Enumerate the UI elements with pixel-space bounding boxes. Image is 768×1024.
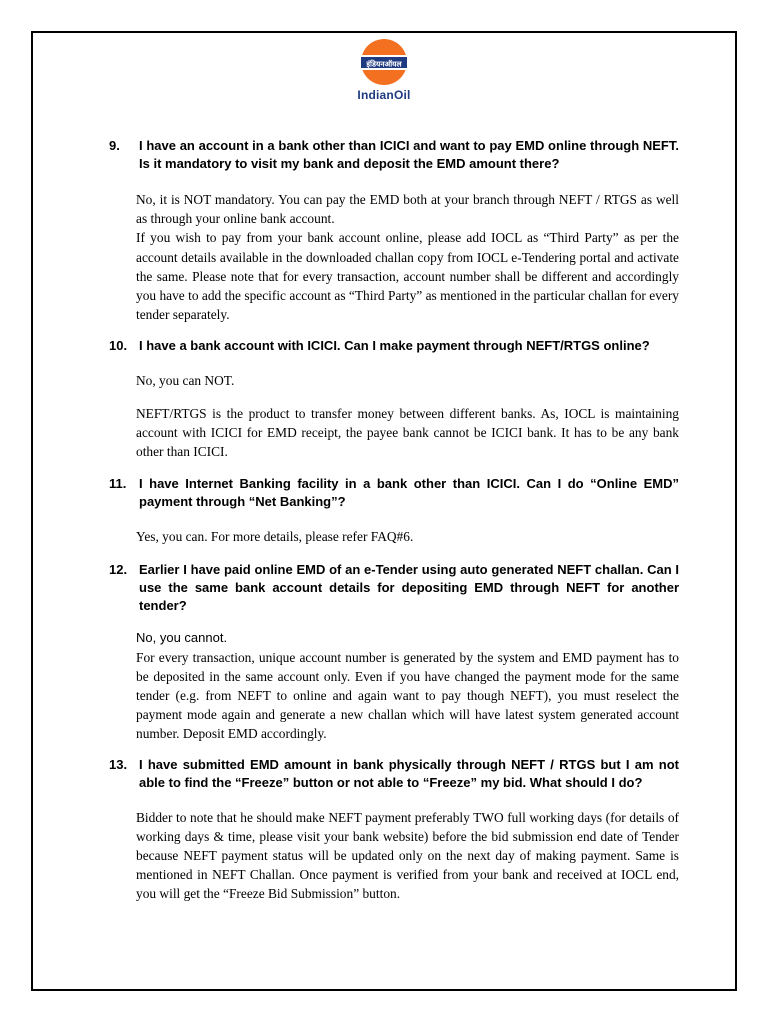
faq-item-10 <box>109 337 679 461</box>
answer-paragraph: Yes, you can. For more details, please refer FAQ#6. <box>136 529 414 545</box>
faq-item-12 <box>109 561 679 743</box>
answer-paragraph: NEFT/RTGS is the product to transfer money between different banks. As, IOCL is maintaining account with ICICI for EMD receipt, the payee bank cannot be ICICI bank. It has to be any bank other than ICICI. <box>136 405 679 460</box>
faq-question <box>109 756 679 792</box>
answer-paragraph: If you wish to pay from your bank account online, please add IOCL as “Third Party” as per the account details available in the downloaded challan copy from IOCL e-Tendering portal and activate the same. Please note that for every transaction, account number shall be different and accordingly you have to add the specific account as “Third Party” as mentioned in the particular challan for every tender separately. <box>136 230 679 323</box>
faq-question-text: I have submitted EMD amount in bank physically through NEFT / RTGS but I am not able to find the “Freeze” button or not able to “Freeze” my bid. What should I do? <box>139 756 679 790</box>
faq-question-text: I have Internet Banking facility in a bank other than ICICI. Can I do “Online EMD” payment through “Net Banking”? <box>139 476 679 510</box>
faq-number: 13. <box>109 756 128 772</box>
faq-answer <box>136 190 679 324</box>
indianoil-emblem-icon <box>360 38 408 86</box>
faq-question-text: I have a bank account with ICICI. Can I make payment through NEFT/RTGS online? <box>139 338 650 354</box>
answer-paragraph: No, you cannot. <box>136 630 228 646</box>
faq-question <box>109 475 679 511</box>
indianoil-logo <box>0 38 768 102</box>
answer-paragraph: No, you can NOT. <box>136 373 235 389</box>
faq-question <box>109 137 679 173</box>
faq-list <box>109 137 679 904</box>
faq-item-11 <box>109 475 679 546</box>
faq-question-text: Earlier I have paid online EMD of an e-Tender using auto generated NEFT challan. Can I use the same bank account details for depositing EMD through NEFT for another tender? <box>139 562 679 614</box>
faq-answer <box>136 371 679 461</box>
faq-number: 9. <box>109 138 120 153</box>
answer-paragraph: No, it is NOT mandatory. You can pay the EMD both at your branch through NEFT / RTGS as well as through your online bank account. <box>136 192 679 227</box>
faq-answer <box>136 527 679 546</box>
faq-item-13 <box>109 756 679 904</box>
faq-number: 12. <box>109 562 128 578</box>
faq-question-text: I have an account in a bank other than ICICI and want to pay EMD online through NEFT. Is it mandatory to visit my bank and deposit the EMD amount there? <box>139 138 679 171</box>
faq-answer <box>136 628 679 743</box>
answer-paragraph: For every transaction, unique account number is generated by the system and EMD payment has to be deposited in the same account only. Even if you have changed the payment mode for the same tender (e.g. from NEFT to online and again want to pay though NEFT), you must reselect the payment mode again and generate a new challan which will have latest system generated account number. Deposit EMD accordingly. <box>136 649 679 742</box>
faq-number: 10. <box>109 338 128 354</box>
answer-paragraph: Bidder to note that he should make NEFT payment preferably TWO full working days (for details of working days & time, please visit your bank website) before the bid submission end date of Tender because NEFT payment status will be updated only on the next day of making payment. Same is mentioned in NEFT Challan. Once payment is verified from your bank and received at IOCL end, you will get the “Freeze Bid Submission” button. <box>136 809 679 902</box>
logo-name: IndianOil <box>357 88 411 102</box>
faq-number: 11. <box>109 476 127 492</box>
logo-hindi-text: इंडियनऑयल <box>366 59 402 69</box>
faq-item-9 <box>109 137 679 324</box>
faq-question <box>109 337 679 355</box>
faq-question <box>109 561 679 615</box>
faq-answer <box>136 808 679 904</box>
